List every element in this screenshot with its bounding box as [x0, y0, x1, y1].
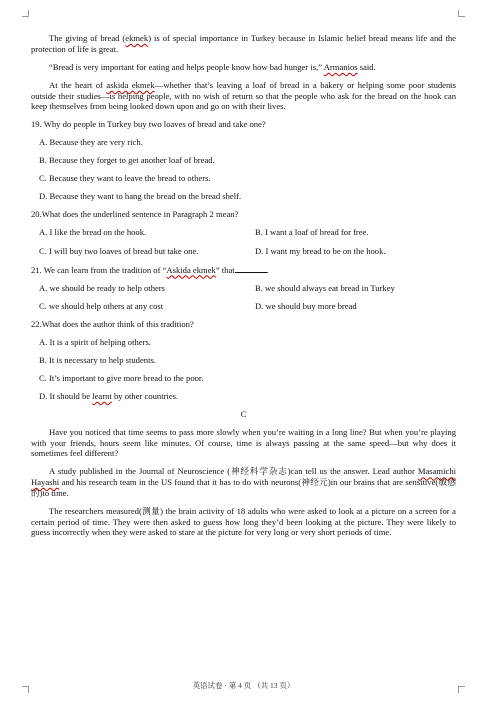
option-b: B. I want a loaf of bread for free. [255, 227, 369, 238]
wavy-underlined-word: learnt [92, 390, 112, 401]
wavy-underlined-word: askida ekmek [106, 79, 155, 90]
wavy-underlined-word: Armanios [323, 61, 358, 72]
question-21 [31, 264, 456, 312]
option-a: A. I like the bread on the hook. [39, 227, 147, 238]
wavy-underlined-word: ekmek [125, 33, 149, 43]
option-b: B. we should always eat bread in Turkey [255, 282, 395, 293]
passage-c-paragraph-1: Have you noticed that time seems to pass more slowly when you’re waiting in a long line? But when you’re playing with your friends, hours seem like minutes. Of course, time is always passing at the same speed—but why does it sometimes feel different? [31, 426, 456, 459]
question-19 [31, 119, 456, 202]
question-stem: 19. Why do people in Turkey buy two loaves of bread and take one? [31, 119, 266, 130]
passage-c-paragraph-3: The researchers measured(测量) the brain activity of 18 adults who were asked to look at a picture on a screen for a certain period of time. They were then asked to guess how long they’d been looking at the picture. They were likely to guess incorrectly when they were asked to stare at the picture for very long or very short periods of time. [31, 505, 456, 538]
option-c: C. I will buy two loaves of bread but take one. [39, 245, 199, 256]
option-a: A. It is a spirit of helping others. [39, 336, 151, 347]
passage-b-paragraph-1: The giving of bread (ekmek) is of special importance in Turkey because in Islamic belief bread means life and the protection of life is great. [31, 33, 456, 54]
passage-b-paragraph-2: “Bread is very important for eating and helps people know how bad hunger is,” Armanios said. [49, 61, 376, 72]
question-stem: 22.What does the author think of this tradition? [31, 318, 194, 329]
option-d: D. I want my bread to be on the hook. [255, 245, 386, 256]
options-row-1 [39, 283, 456, 294]
options-row-2 [39, 301, 456, 312]
option-c: C. It’s important to give more bread to the poor. [39, 372, 204, 383]
answer-blank [235, 264, 267, 273]
options-row-1 [39, 227, 456, 238]
wavy-underlined-word: Askida ekmek [166, 264, 216, 275]
option-b: B. Because they forget to get another loaf of bread. [39, 155, 215, 166]
option-a: A. we should be ready to help others [39, 282, 166, 293]
page-footer: 英语试卷 · 第 4 页 （共 13 页） [192, 681, 295, 690]
exam-page [31, 33, 456, 538]
option-d: D. we should buy more bread [255, 300, 357, 311]
passage-b-paragraph-3: At the heart of askida ekmek—whether that’s leaving a loaf of bread in a bakery or helping some poor students outside their studies—is helping people, with no wish of return so that the people who ask for the bread on the hook can keep themselves from being looked down upon and go on with their lives. [31, 79, 457, 112]
question-stem: 21. We can learn from the tradition of “Askida ekmek” that . [31, 264, 269, 275]
wavy-underlined-name: Masamichi Hayashi [31, 466, 456, 488]
option-d: D. It should be learnt by other countries. [39, 390, 179, 401]
crop-mark-top-right [458, 10, 465, 17]
question-stem: 20.What does the underlined sentence in Paragraph 2 mean? [31, 209, 239, 220]
passage-c-paragraph-2: A study published in the Journal of Neuroscience (神经科学杂志)can tell us the answer. Lead author Masamichi Hayashi and his research team in the US found that it has to do with neurons(神经元)in our brains that are sensitive(敏感的)to time. [31, 466, 456, 498]
question-20 [31, 209, 456, 256]
option-c: C. Because they want to leave the bread to others. [39, 173, 211, 184]
option-d: D. Because they want to hang the bread on the bread shelf. [39, 191, 242, 202]
question-22 [31, 319, 456, 402]
option-b: B. It is necessary to help students. [39, 354, 156, 365]
section-heading-c: C [240, 408, 247, 419]
option-a: A. Because they are very rich. [39, 137, 143, 148]
crop-mark-top-left [22, 10, 29, 17]
option-c: C. we should help others at any cost [39, 300, 164, 311]
options-row-2 [39, 246, 456, 257]
